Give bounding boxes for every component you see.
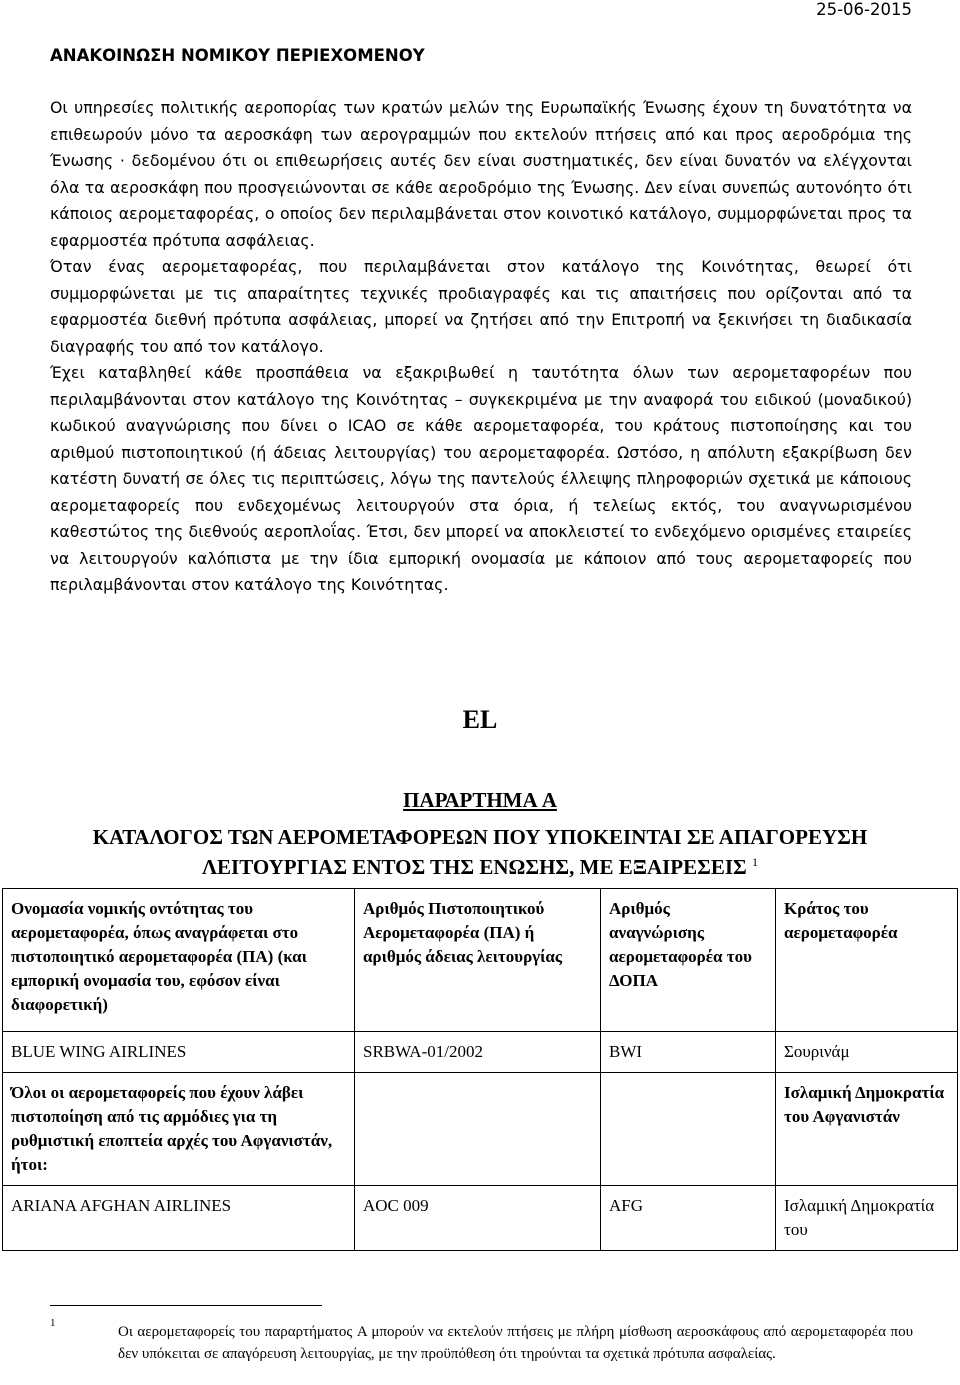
table-row bbox=[3, 1032, 958, 1073]
cell-state-of-operator: Ισλαμική Δημοκρατία του bbox=[776, 1186, 958, 1251]
cell-certificate-number bbox=[355, 1073, 601, 1186]
cell-icao-designator: BWI bbox=[601, 1032, 776, 1073]
cell-icao-designator bbox=[601, 1073, 776, 1186]
table-header-row bbox=[3, 889, 958, 1032]
table-row bbox=[3, 1186, 958, 1251]
legal-notice-title: ΑΝΑΚΟΙΝΩΣΗ ΝΟΜΙΚΟΥ ΠΕΡΙΕΧΟΜΕΝΟΥ bbox=[50, 46, 425, 65]
banned-carriers-table bbox=[2, 888, 958, 1251]
header-state-of-operator: Κράτος του αερομεταφορέα bbox=[776, 889, 958, 1032]
header-legal-name: Ονομασία νομικής οντότητας του αερομεταφορέα, όπως αναγράφεται στο πιστοποιητικό αερομεταφορέα (ΠΑ) (και εμπορική ονομασία του, εφόσον είναι διαφορετική) bbox=[3, 889, 355, 1032]
notice-paragraph: Έχει καταβληθεί κάθε προσπάθεια να εξακριβωθεί η ταυτότητα όλων των αερομεταφορέων που περιλαμβάνονται στον κατάλογο της Κοινότητας – συγκεκριμένα με την αναφορά του ειδικού (μοναδικού) κωδικού αναγνώρισης που δίνει ο ICAO σε κάθε αερομεταφορέα, του κράτους πιστοποίησης και του αριθμού πιστοποιητικού (ή άδειας λειτουργίας) του αερομεταφορέα. Ωστόσο, η απόλυτη εξακρίβωση δεν κατέστη δυνατή σε όλες τις περιπτώσεις, λόγω της παντελούς έλλειψης πληροφοριών σχετικά με κάποιους αερομεταφορείς που ενδεχομένως λειτουργούν στα όρια, ή τελείως εκτός, του αναγνωρισμένου καθεστώτος της διεθνούς αεροπλοΐας. Έτσι, δεν μπορεί να αποκλειστεί το ενδεχόμενο ορισμένες εταιρείες να λειτουργούν καλόπιστα με την ίδια εμπορική ονομασία με κάποιον από τους αερομεταφορείς που περιλαμβάνονται στον κατάλογο της Κοινότητας. bbox=[50, 363, 912, 594]
cell-icao-designator: AFG bbox=[601, 1186, 776, 1251]
footnote-separator bbox=[50, 1305, 322, 1306]
cell-legal-name: Όλοι οι αερομεταφορείς που έχουν λάβει πιστοποίηση από τις αρμόδιες για τη ρυθμιστική εποπτεία αρχές του Αφγανιστάν, ήτοι: bbox=[3, 1073, 355, 1186]
language-code: EL bbox=[462, 705, 498, 734]
footnote-text: Οι αερομεταφορείς του παραρτήματος A μπορούν να εκτελούν πτήσεις με πλήρη μίσθωση αεροσκάφους από αερομεταφορέα που δεν υπόκειται σε απαγόρευση λειτουργίας, με την προϋπόθεση ότι τηρούνται τα σχετικά πρότυπα ασφαλείας. bbox=[118, 1324, 913, 1362]
list-heading-text: ΛΕΙΤΟΥΡΓΙΑΣ ΕΝΤΟΣ ΤΗΣ ΕΝΩΣΗΣ, ΜΕ ΕΞΑΙΡΕΣΕΙΣ bbox=[201, 855, 747, 879]
cell-legal-name: BLUE WING AIRLINES bbox=[3, 1032, 355, 1073]
header-certificate-number: Αριθμός Πιστοποιητικού Αερομεταφορέα (ΠΑ) ή αριθμός άδειας λειτουργίας bbox=[355, 889, 601, 1032]
cell-certificate-number: SRBWA-01/2002 bbox=[355, 1032, 601, 1073]
cell-state-of-operator: Σουρινάμ bbox=[776, 1032, 958, 1073]
notice-paragraph: Οι υπηρεσίες πολιτικής αεροπορίας των κρατών μελών της Ευρωπαϊκής Ένωσης έχουν τη δυνατότητα να επιθεωρούν μόνο τα αεροσκάφη των αερογραμμών που εκτελούν πτήσεις από και προς αεροδρόμια της Ένωσης · δεδομένου ότι οι επιθεωρήσεις αυτές δεν είναι συστηματικές, δεν είναι δυνατόν να ελέγχονται όλα τα αεροσκάφη που προσγειώνονται σε κάθε αεροδρόμιο της Ένωσης. Δεν είναι συνεπώς αυτονόητο ότι κάποιος αερομεταφορέας, ο οποίος δεν περιλαμβάνεται στον κοινοτικό κατάλογο, συμμορφώνεται προς τα εφαρμοστέα πρότυπα ασφάλειας. bbox=[50, 98, 912, 250]
legal-notice-body bbox=[50, 95, 912, 599]
notice-paragraph: Όταν ένας αερομεταφορέας, που περιλαμβάνεται στον κατάλογο της Κοινότητας, θεωρεί ότι συμμορφώνεται με τις απαραίτητες τεχνικές προδιαγραφές και τις απαιτήσεις που ορίζονται από τα εφαρμοστέα διεθνή πρότυπα ασφάλειας, μπορεί να ζητήσει από την Επιτροπή να ξεκινήσει τη διαδικασία διαγραφής του από τον κατάλογο. bbox=[50, 257, 912, 356]
footnote-reference[interactable]: 1 bbox=[752, 855, 759, 869]
footnote-number: 1 bbox=[50, 1317, 56, 1329]
cell-legal-name: ARIANA AFGHAN AIRLINES bbox=[3, 1186, 355, 1251]
cell-state-of-operator: Ισλαμική Δημοκρατία του Αφγανιστάν bbox=[776, 1073, 958, 1186]
list-heading bbox=[0, 825, 960, 880]
list-heading-line: ΚΑΤΑΛΟΓΟΣ ΤΩΝ ΑΕΡΟΜΕΤΑΦΟΡΕΩΝ ΠΟΥ ΥΠΟΚΕΙΝΤΑΙ ΣΕ ΑΠΑΓΟΡΕΥΣΗ bbox=[92, 825, 868, 849]
annex-title: ΠΑΡΑΡΤΗΜΑ A bbox=[403, 788, 557, 812]
document-date: 25-06-2015 bbox=[816, 0, 912, 19]
list-heading-line bbox=[0, 850, 960, 880]
header-icao-designator: Αριθμός αναγνώρισης αερομεταφορέα του ΔΟΠΑ bbox=[601, 889, 776, 1032]
table-group-row bbox=[3, 1073, 958, 1186]
cell-certificate-number: AOC 009 bbox=[355, 1186, 601, 1251]
